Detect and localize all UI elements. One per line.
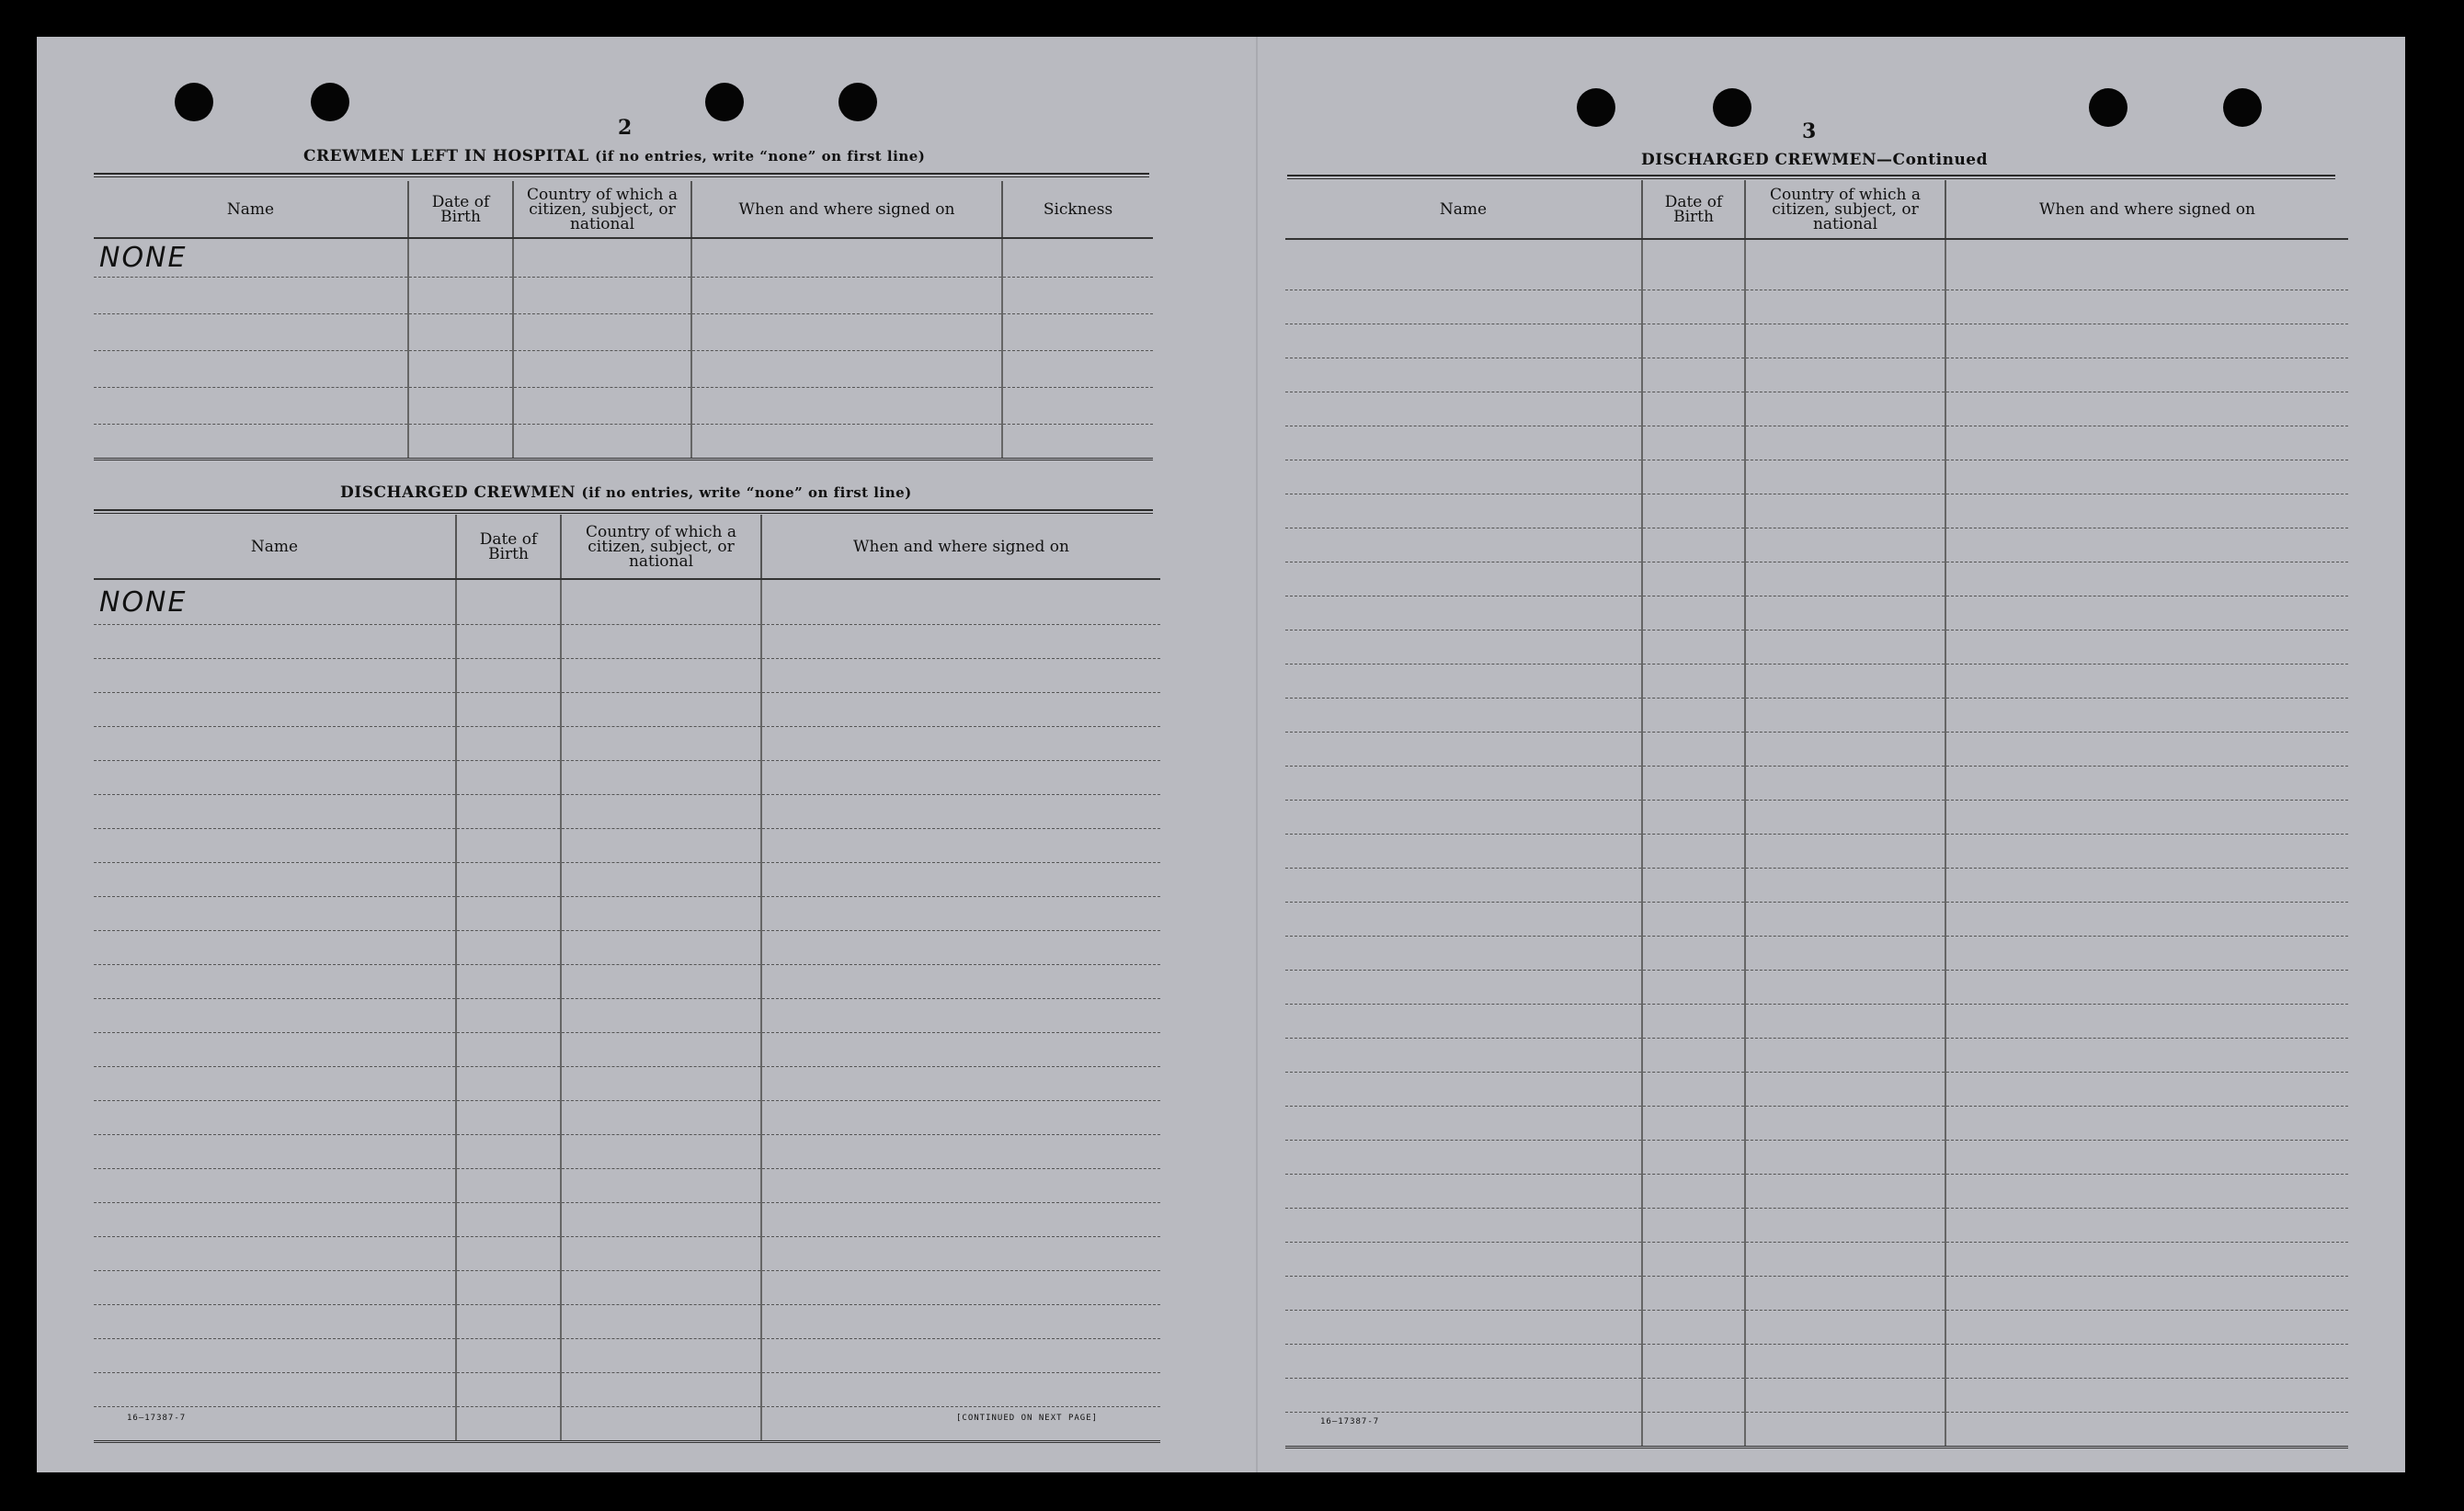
table-row (1285, 494, 2348, 528)
table-row (1285, 1209, 2348, 1243)
table-row (1285, 392, 2348, 426)
col-header-country: Country of which a citizen, subject, or national (561, 515, 761, 579)
form-number-right: 16—17387-7 (1320, 1417, 1380, 1426)
table-row (1285, 1413, 2348, 1448)
table-row (1285, 971, 2348, 1005)
table-row (94, 1169, 1160, 1203)
hospital-first-entry: NONE (94, 238, 408, 277)
hospital-table (94, 181, 1153, 460)
punch-hole (1577, 88, 1615, 127)
col-header-country: Country of which a citizen, subject, or national (513, 181, 691, 238)
table-row (1285, 426, 2348, 460)
discharged-section-title (340, 483, 912, 502)
col-header-date-of-birth: Date of Birth (408, 181, 513, 238)
table-row (1285, 596, 2348, 631)
table-row (94, 931, 1160, 965)
col-header-signed-on: When and where signed on (691, 181, 1002, 238)
discharged-title-note: (if no entries, write “none” on first line) (581, 484, 912, 501)
punch-hole (838, 83, 877, 121)
table-row (94, 1271, 1160, 1305)
punch-hole (2223, 88, 2262, 127)
page-fold (1256, 37, 1258, 1472)
table-row (94, 277, 1153, 313)
table-row (94, 897, 1160, 931)
table-row (1285, 733, 2348, 767)
punch-hole (311, 83, 349, 121)
form-number-left: 16—17387-7 (127, 1414, 187, 1423)
table-row (94, 1237, 1160, 1271)
col-header-date-of-birth: Date of Birth (1642, 180, 1745, 239)
table-row (94, 795, 1160, 829)
table-row (1285, 239, 2348, 290)
table-row (1285, 1311, 2348, 1345)
table-row (94, 863, 1160, 897)
hospital-title-text: CREWMEN LEFT IN HOSPITAL (303, 147, 589, 165)
discharged-first-entry: NONE (94, 579, 456, 625)
hospital-title-note: (if no entries, write “none” on first line) (595, 148, 926, 165)
table-row (1285, 1175, 2348, 1209)
table-row (1285, 767, 2348, 801)
table-row (94, 313, 1153, 350)
table-row (1285, 835, 2348, 869)
table-row (1285, 1005, 2348, 1039)
table-row (94, 1101, 1160, 1135)
table-row (94, 387, 1153, 424)
col-header-date-of-birth: Date of Birth (456, 515, 561, 579)
table-row (94, 727, 1160, 761)
table-row (94, 424, 1153, 459)
table-row (94, 350, 1153, 387)
col-header-signed-on: When and where signed on (1945, 180, 2348, 239)
table-row (1285, 358, 2348, 392)
table-row (94, 1407, 1160, 1442)
discharged-top-rule (94, 509, 1153, 514)
table-row (1285, 1277, 2348, 1311)
table-row (1285, 1345, 2348, 1379)
table-row (1285, 290, 2348, 324)
discharged-title-text: DISCHARGED CREWMEN (340, 483, 576, 502)
table-row (94, 1373, 1160, 1407)
col-header-country: Country of which a citizen, subject, or national (1745, 180, 1945, 239)
table-row (94, 761, 1160, 795)
discharged-table (94, 515, 1160, 1443)
col-header-name: Name (1285, 180, 1642, 239)
col-header-name: Name (94, 515, 456, 579)
table-row (94, 999, 1160, 1033)
table-row (1285, 562, 2348, 596)
punch-hole (705, 83, 744, 121)
table-row (1285, 324, 2348, 358)
table-row (1285, 528, 2348, 562)
table-row (94, 659, 1160, 693)
discharged-continued-top-rule (1287, 175, 2335, 179)
table-row (1285, 801, 2348, 835)
page-number-left: 2 (618, 116, 633, 140)
table-row (1285, 631, 2348, 665)
table-row (1285, 869, 2348, 903)
table-row (94, 1067, 1160, 1101)
table-row (1285, 937, 2348, 971)
punch-hole (175, 83, 213, 121)
table-row (94, 693, 1160, 727)
table-row (1285, 665, 2348, 699)
page-number-right: 3 (1802, 119, 1817, 143)
continued-note: [CONTINUED ON NEXT PAGE] (956, 1414, 1099, 1423)
table-row (94, 829, 1160, 863)
punch-hole (1713, 88, 1751, 127)
table-row (1285, 1073, 2348, 1107)
table-row (1285, 1107, 2348, 1141)
form-sheet (37, 37, 2405, 1472)
punch-hole (2089, 88, 2127, 127)
table-row (1285, 699, 2348, 733)
table-row (94, 1033, 1160, 1067)
table-row (94, 238, 1153, 277)
table-row (94, 1203, 1160, 1237)
table-row (1285, 1379, 2348, 1413)
discharged-continued-title: DISCHARGED CREWMEN—Continued (1641, 151, 1989, 169)
table-row (94, 1339, 1160, 1373)
table-row (94, 1135, 1160, 1169)
col-header-name: Name (94, 181, 408, 238)
hospital-section-title (303, 147, 925, 165)
col-header-sickness: Sickness (1002, 181, 1153, 238)
hospital-top-rule (94, 173, 1149, 177)
table-row (94, 579, 1160, 625)
discharged-continued-table (1285, 180, 2348, 1449)
table-row (94, 1305, 1160, 1339)
table-row (1285, 903, 2348, 937)
table-row (1285, 1243, 2348, 1277)
table-row (94, 625, 1160, 659)
table-row (94, 965, 1160, 999)
table-row (1285, 1039, 2348, 1073)
table-row (1285, 1141, 2348, 1175)
col-header-signed-on: When and where signed on (761, 515, 1160, 579)
table-row (1285, 460, 2348, 494)
